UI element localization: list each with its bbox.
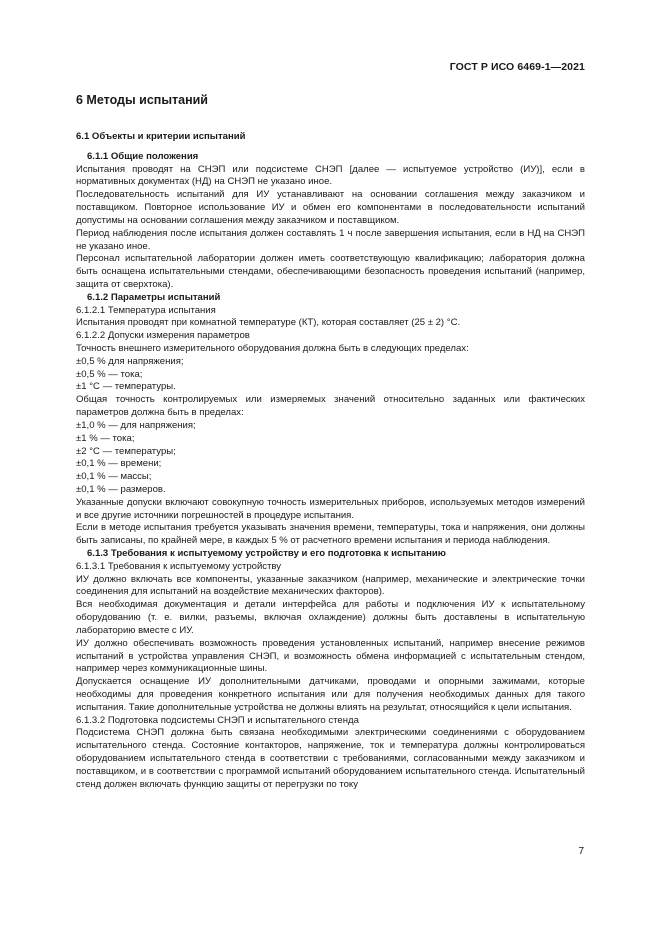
paragraph: 6.1.3.2 Подготовка подсистемы СНЭП и испытательного стенда: [76, 714, 359, 726]
clause-heading: 6.1.1 Общие положения: [87, 150, 199, 162]
section-title: 6 Методы испытаний: [76, 93, 208, 107]
clause-heading: 6.1.3 Требования к испытуемому устройству и его подготовка к испытанию: [87, 548, 446, 559]
page-number: 7: [578, 846, 584, 857]
subsection-title: 6.1 Объекты и критерии испытаний: [76, 131, 246, 142]
paragraph: Подсистема СНЭП должна быть связана необходимыми электрическими соединениями с оборудованием испытательного стенда. Состояние контакторов, напряжение, ток и температура должны контролироваться оборудованием испытательного стенда в соответствии с требованиями, согласованными между заказчиком и поставщиком, и в соответствии с программой испытаний оборудованием испытательного стенда. Испытательный стенд должен включать функцию защиты от перегрузки по току: [76, 727, 585, 790]
paragraph: Точность внешнего измерительного оборудования должна быть в следующих пределах:: [76, 343, 469, 354]
list-item: ±0,1 % — размеров.: [76, 483, 166, 495]
paragraph: ИУ должно включать все компоненты, указанные заказчиком (например, механические и электрические точки соединения для испытаний на воздействие механических факторов).: [76, 573, 585, 598]
list-item: ±0,5 % — тока;: [76, 368, 143, 380]
paragraph: Испытания проводят при комнатной температуре (КТ), которая составляет (25 ± 2) °С.: [76, 317, 461, 329]
list-item: ±0,5 % для напряжения;: [76, 355, 184, 367]
list-item: ±0,1 % — массы;: [76, 471, 152, 483]
paragraph: Указанные допуски включают совокупную точность измерительных приборов, используемых методов измерений и все другие источники погрешностей в процедуре испытания.: [76, 496, 585, 521]
document-id-header: ГОСТ Р ИСО 6469-1—2021: [449, 61, 585, 73]
paragraph: Если в методе испытания требуется указывать значения времени, температуры, тока и напряжения, они должны быть записаны, по крайней мере, в каждых 5 % от расчетного времени испытания и периода наблюдения.: [76, 522, 585, 547]
paragraph: Последовательность испытаний для ИУ устанавливают на основании соглашения между заказчиком и поставщиком. Повторное использование ИУ и обмен его компонентами в последовательности испытаний допустимы на основании соглашения между заказчиком и поставщиком.: [76, 189, 585, 226]
paragraph: Период наблюдения после испытания должен составлять 1 ч после завершения испытания, если в НД на СНЭП не указано иное.: [76, 227, 585, 252]
paragraph: Испытания проводят на СНЭП или подсистеме СНЭП [далее — испытуемое устройство (ИУ)], если в нормативных документах (НД) на СНЭП не указано иное.: [76, 163, 585, 188]
paragraph: ИУ должно обеспечивать возможность проведения установленных испытаний, например внесение режимов испытаний в устройства управления СНЭП, и возможность обмена информацией с испытательным стендом, например через коммуникационные шины.: [76, 637, 585, 675]
list-item: ±2 °С — температуры;: [76, 445, 176, 457]
list-item: ±1,0 % — для напряжения;: [76, 419, 196, 431]
paragraph: Персонал испытательной лаборатории должен иметь соответствующую квалификацию; лаборатория должна быть оснащена испытательными стендами, обеспечивающими безопасность проведения испытаний (например, защита от сверхтока).: [76, 253, 585, 290]
paragraph: 6.1.2.1 Температура испытания: [76, 304, 216, 316]
paragraph: Допускается оснащение ИУ дополнительными датчиками, проводами и опорными зажимами, которые необходимы для проведения конкретного испытания или для получения необходимых данных для такого испытания. Такие дополнительные устройства не должны влиять на результат, относящийся к цели испытания.: [76, 676, 585, 713]
list-item: ±0,1 % — времени;: [76, 458, 162, 470]
paragraph: 6.1.2.2 Допуски измерения параметров: [76, 330, 250, 342]
paragraph: Вся необходимая документация и детали интерфейса для работы и подключения ИУ к испытательному оборудованию (т. е. вилки, разъемы, включая охлаждение) должны быть доставлены в испытательную лабораторию вместе с ИУ.: [76, 599, 585, 636]
list-item: ±1 °С — температуры.: [76, 381, 176, 393]
clause-heading: 6.1.2 Параметры испытаний: [87, 291, 221, 303]
page-content: [76, 92, 585, 791]
paragraph: 6.1.3.1 Требования к испытуемому устройству: [76, 560, 282, 572]
list-item: ±1 % — тока;: [76, 432, 135, 444]
paragraph: Общая точность контролируемых или измеряемых значений относительно заданных или фактических параметров должна быть в пределах:: [76, 394, 585, 419]
